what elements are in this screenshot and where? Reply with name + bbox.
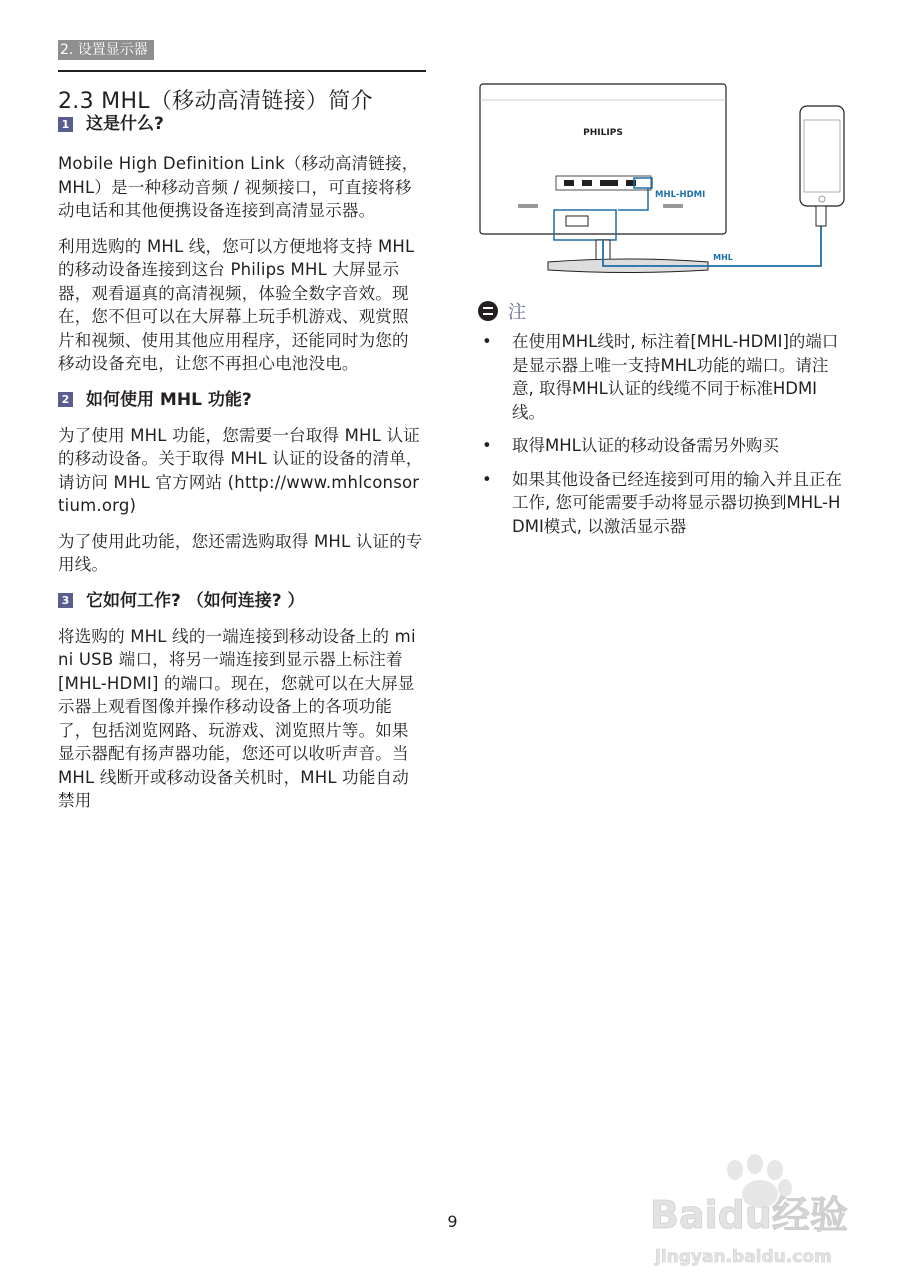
monitor-back — [480, 84, 726, 234]
note-item-text: 取得MHL认证的移动设备需另外购买 — [512, 436, 779, 455]
left-column — [58, 112, 424, 813]
section-number-badge: 1 — [58, 117, 73, 132]
page-number: 9 — [447, 1212, 458, 1231]
monitor-vent — [663, 204, 683, 208]
paragraph: 利用选购的 MHL 线，您可以方便地将支持 MHL 的移动设备连接到这台 Philips MHL 大屏显示器，观看逼真的高清视频，体验全数字音效。现在，您不但可以在大屏幕上玩手机游戏、观赏照片和视频、使用其他应用程序，还能同时为您的移动设备充电，让您不再担心电池没电。 — [58, 236, 415, 373]
page-title: 2.3 MHL（移动高清链接）简介 — [58, 88, 373, 114]
section-number-badge: 3 — [58, 593, 73, 608]
list-item — [478, 330, 848, 424]
port — [600, 180, 618, 186]
mhl-connection-diagram — [478, 80, 848, 280]
note-item-text: 如果其他设备已经连接到可用的输入并且正在工作, 您可能需要手动将显示器切换到MHL-HDMI模式, 以激活显示器 — [512, 469, 842, 536]
subsection-heading-text: 这是什么? — [86, 114, 164, 134]
subsection-heading-1 — [58, 112, 424, 136]
port — [582, 180, 592, 186]
mhl-cable-label: MHL — [713, 253, 733, 262]
watermark-url: jingyan.baidu.com — [655, 1247, 832, 1267]
subsection-heading-2 — [58, 388, 424, 412]
subsection-heading-text: 它如何工作? （如何连接? ） — [86, 590, 305, 611]
watermark-brand: Baidu经验 — [650, 1193, 848, 1237]
mhl-hdmi-label: MHL-HDMI — [655, 190, 706, 200]
smartphone-screen — [804, 120, 840, 192]
title-rule — [58, 70, 426, 72]
bullet: • — [482, 436, 492, 455]
note-item-text: 在使用MHL线时, 标注着[MHL-HDMI]的端口是显示器上唯一支持MHL功能的端口。请注意, 取得MHL认证的线缆不同于标准HDMI线。 — [512, 332, 839, 422]
port — [564, 180, 574, 186]
note-icon — [478, 301, 498, 321]
paragraph: 为了使用此功能，您还需选购取得 MHL 认证的专用线。 — [58, 531, 423, 574]
bullet: • — [482, 332, 492, 351]
paragraph: 将选购的 MHL 线的一端连接到移动设备上的 mini USB 端口，将另一端连接到显示器上标注着 [MHL-HDMI] 的端口。现在，您就可以在大屏显示器上观看图像并操作移动设备上的各项功能了，包括浏览网路、玩游戏、浏览照片等。如果显示器配有扬声器功能，您还可以收听声音。当 MHL 线断开或移动设备关机时，MHL 功能自动禁用 — [58, 626, 416, 810]
monitor-vent — [518, 204, 538, 208]
note-title: 注 — [508, 302, 526, 323]
note-heading — [478, 298, 526, 324]
section-tab: 2. 设置显示器 — [58, 40, 154, 60]
note-list — [478, 330, 848, 548]
paragraph: 为了使用 MHL 功能，您需要一台取得 MHL 认证的移动设备。关于取得 MHL 认证的设备的清单，请访问 MHL 官方网站 (http://www.mhlconsortium.org) — [58, 425, 423, 515]
subsection-heading-3 — [58, 589, 424, 613]
bullet: • — [482, 469, 492, 489]
monitor-brand: PHILIPS — [583, 128, 623, 138]
paragraph: Mobile High Definition Link（移动高清链接，MHL）是一种移动音频 / 视频接口，可直接将移动电话和其他便携设备连接到高清显示器。 — [58, 154, 419, 220]
micro-usb-plug — [816, 206, 826, 226]
baidu-watermark — [640, 1150, 860, 1270]
list-item — [478, 468, 848, 539]
list-item — [478, 434, 848, 458]
subsection-heading-text: 如何使用 MHL 功能? — [86, 389, 252, 410]
section-number-badge: 2 — [58, 392, 73, 407]
